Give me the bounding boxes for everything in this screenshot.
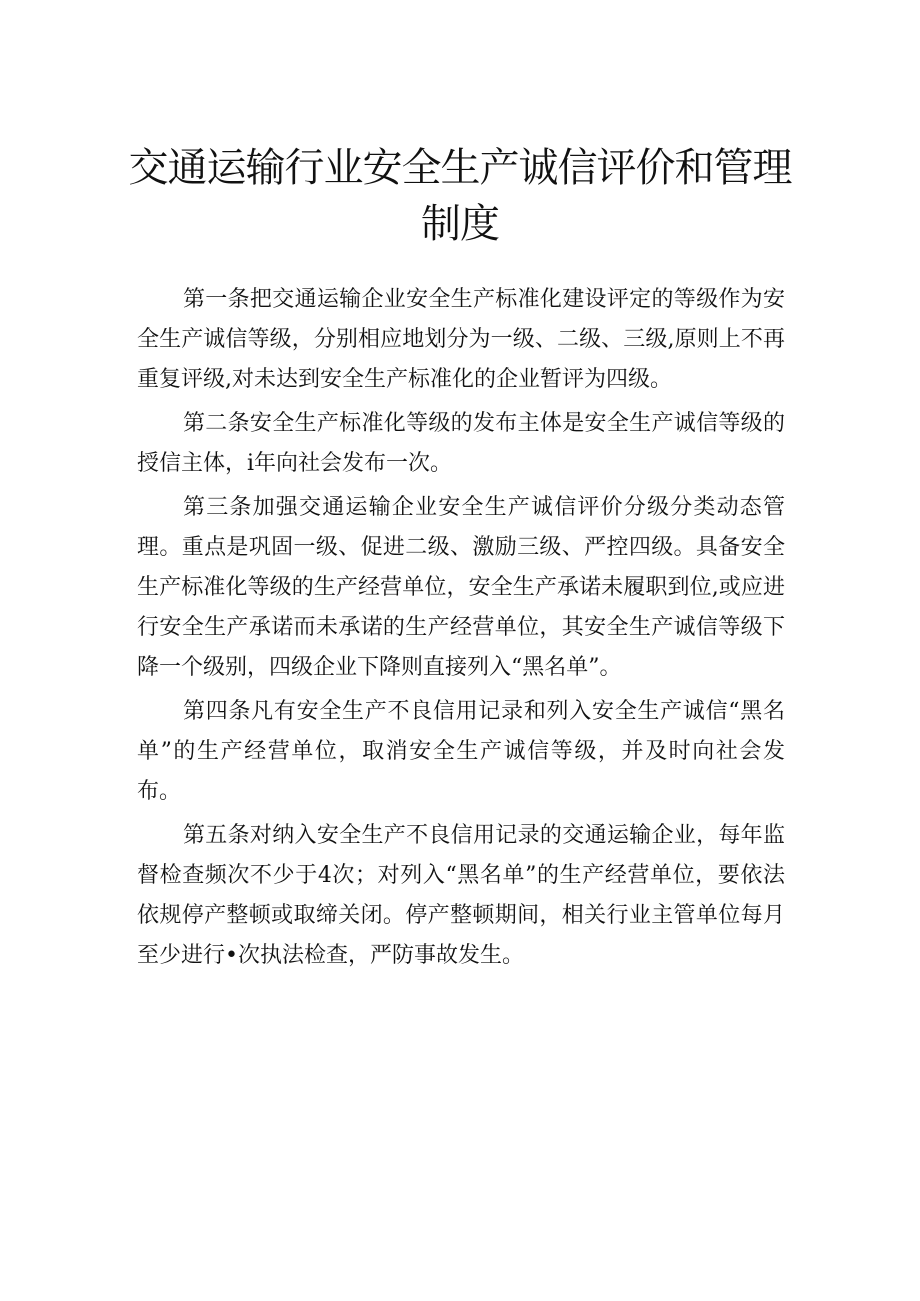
title-line-2: 制度 bbox=[421, 201, 499, 247]
document-body bbox=[137, 280, 785, 980]
title-line-1: 交通运输行业安全生产诚信评价和管理 bbox=[128, 145, 792, 191]
article-5: 第五条对纳入安全生产不良信用记录的交通运输企业，每年监督检查频次不少于4次；对列入“黑名单”的生产经营单位，要依法依规停产整顿或取缔关闭。停产整顿期间，相关行业主管单位每月至少进行•次执法检查，严防事故发生。 bbox=[137, 823, 785, 968]
article-2: 第二条安全生产标准化等级的发布主体是安全生产诚信等级的授信主体，i年向社会发布一次。 bbox=[137, 411, 785, 476]
article-4: 第四条凡有安全生产不良信用记录和列入安全生产诚信“黑名单”的生产经营单位，取消安全生产诚信等级，并及时向社会发布。 bbox=[137, 699, 785, 804]
article-3: 第三条加强交通运输企业安全生产诚信评价分级分类动态管理。重点是巩固一级、促进二级、激励三级、严控四级。具备安全生产标准化等级的生产经营单位，安全生产承诺未履职到位,或应进行安全生产承诺而未承诺的生产经营单位，其安全生产诚信等级下降一个级别，四级企业下降则直接列入“黑名单”。 bbox=[137, 495, 785, 680]
document-title bbox=[120, 140, 800, 252]
article-1: 第一条把交通运输企业安全生产标准化建设评定的等级作为安全生产诚信等级，分别相应地划分为一级、二级、三级,原则上不再重复评级,对未达到安全生产标准化的企业暂评为四级。 bbox=[137, 287, 785, 392]
